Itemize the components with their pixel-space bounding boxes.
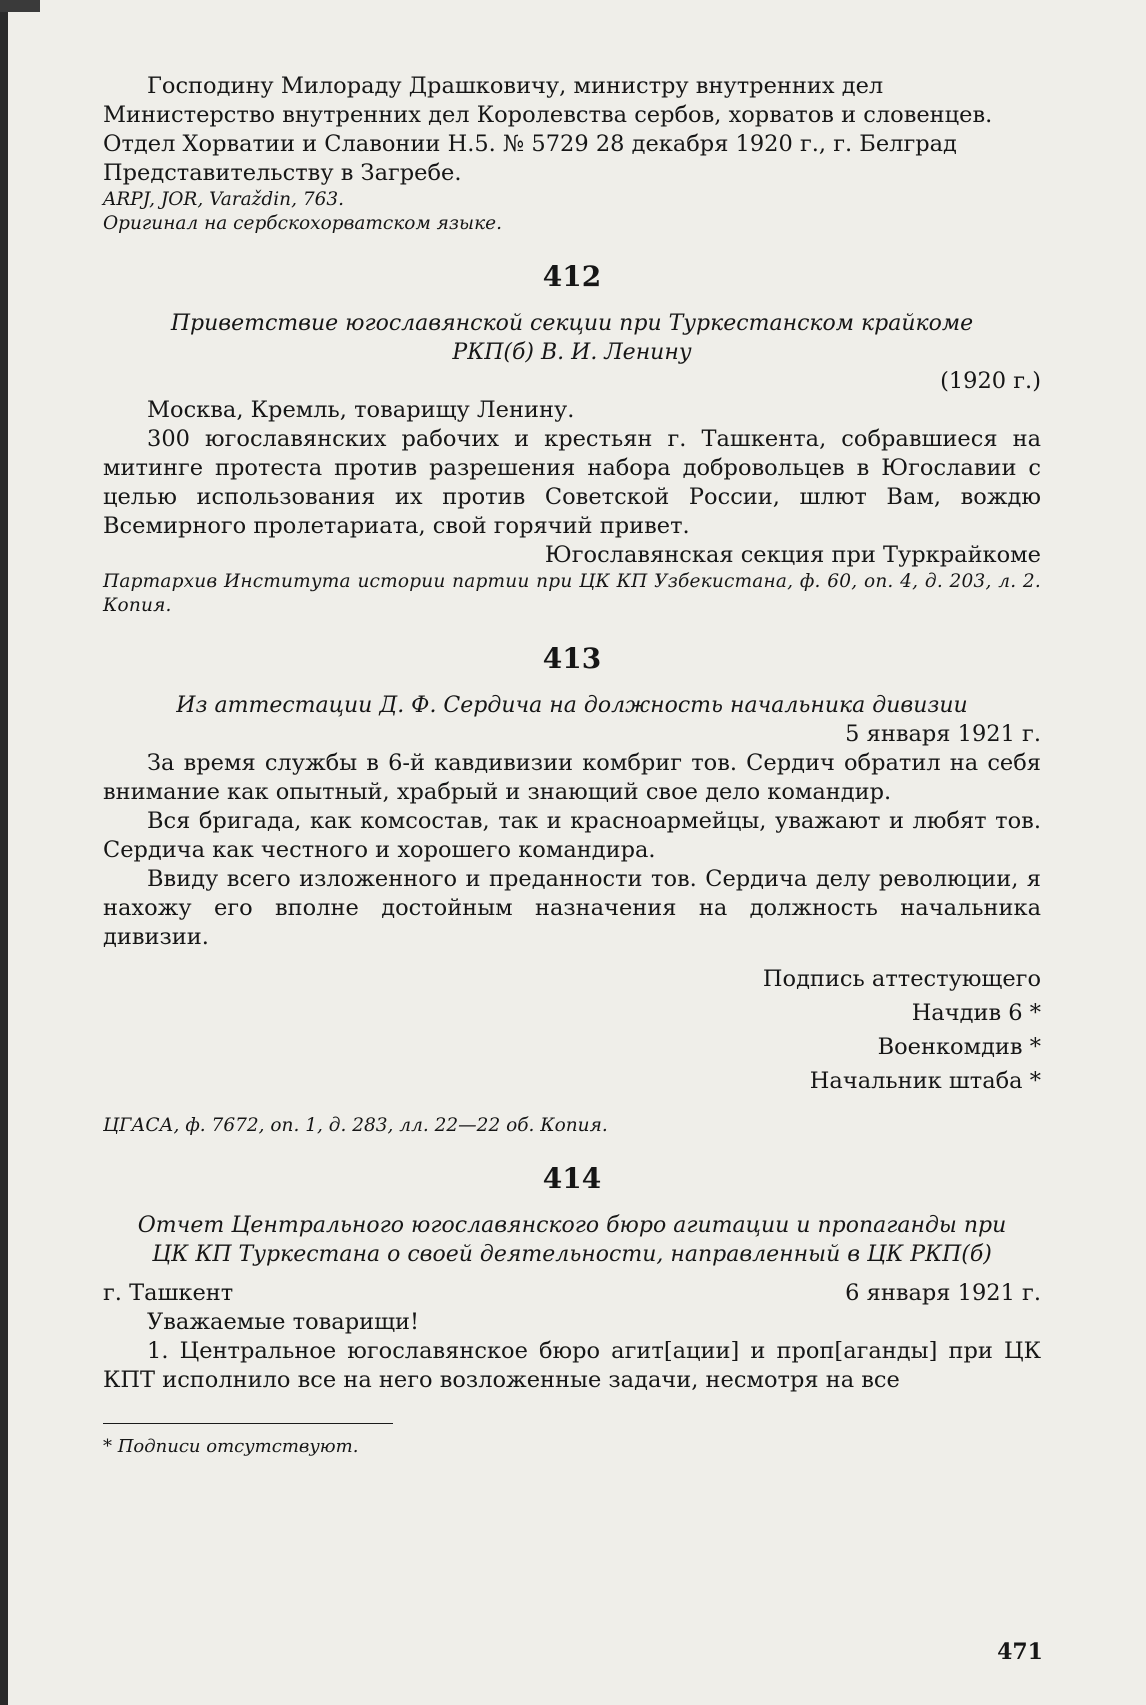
archive-source-note: Оригинал на сербскохорватском языке. [103,213,502,234]
document-date: (1920 г.) [940,368,1041,394]
body-paragraph: 300 югославянских рабочих и крестьян г. Ташкента, собравшиеся на митинге протеста против разрешения набора добровольцев в Югославии с целью использования их против Советской России, шлют Вам, вождю Всемирного пролетариата, свой горячий привет. [103,426,1041,539]
document-414 [103,1164,1041,1395]
document-title: Приветствие югославянской секции при Туркестанском крайкоме РКП(б) В. И. Ленину [170,311,974,365]
document-title: Из аттестации Д. Ф. Сердича на должность начальника дивизии [176,693,968,718]
scan-edge-shadow [0,0,8,1705]
archive-source: Партархив Института истории партии при ЦК КП Узбекистана, ф. 60, оп. 4, д. 203, л. 2. Копия. [103,571,1041,616]
body-paragraph: Ввиду всего изложенного и преданности тов. Сердича делу революции, я нахожу его вполне достойным назначения на должность начальника дивизии. [103,866,1041,950]
header-line: Отдел Хорватии и Славонии Н.5. № 5729 28 декабря 1920 г., г. Белград [103,131,957,157]
document-number: 412 [542,260,602,293]
footnote: * Подписи отсутствуют. [103,1436,359,1457]
page-number: 471 [997,1639,1043,1665]
body-paragraph: Вся бригада, как комсостав, так и красноармейцы, уважают и любят тов. Сердича как честного и хорошего командира. [103,808,1041,863]
document-413 [103,644,1041,1138]
addressee: Москва, Кремль, товарищу Ленину. [147,397,575,423]
header-block [103,72,1041,236]
signature-block [103,962,1041,1098]
document-number: 414 [542,1162,602,1195]
header-line: Министерство внутренних дел Королевства сербов, хорватов и словенцев. [103,102,993,128]
signature-line: Начальник штаба * [809,1068,1041,1094]
document-title: Отчет Центрального югославянского бюро агитации и пропаганды при ЦК КП Туркестана о своей деятельности, направленный в ЦК РКП(б) [137,1213,1007,1267]
scan-corner-mark [0,0,40,12]
archive-source: ЦГАСА, ф. 7672, оп. 1, д. 283, лл. 22—22 об. Копия. [103,1115,608,1136]
document-number: 413 [542,642,602,675]
header-line: Представительству в Загребе. [103,160,462,186]
signature-line: Начдив 6 * [911,1000,1041,1026]
body-paragraph: 1. Центральное югославянское бюро агит[ации] и проп[аганды] при ЦК КПТ исполнило все на него возложенные задачи, несмотря на все [103,1338,1041,1393]
footnote-divider [103,1423,393,1424]
document-412 [103,262,1041,618]
place-date-row [103,1279,1041,1308]
document-page [103,72,1041,1461]
document-date: 5 января 1921 г. [845,721,1041,747]
signature: Югославянская секция при Туркрайкоме [544,542,1041,568]
signature-line: Военкомдив * [877,1034,1041,1060]
signature-line: Подпись аттестующего [762,966,1041,992]
header-line: Господину Милораду Драшковичу, министру внутренних дел [147,73,884,99]
archive-source: ARPJ, JOR, Varaždin, 763. [103,189,345,210]
document-place: г. Ташкент [103,1280,234,1306]
greeting: Уважаемые товарищи! [147,1309,420,1335]
body-paragraph: За время службы в 6-й кавдивизии комбриг тов. Сердич обратил на себя внимание как опытный, храбрый и знающий свое дело командир. [103,750,1041,805]
document-date: 6 января 1921 г. [845,1280,1041,1306]
